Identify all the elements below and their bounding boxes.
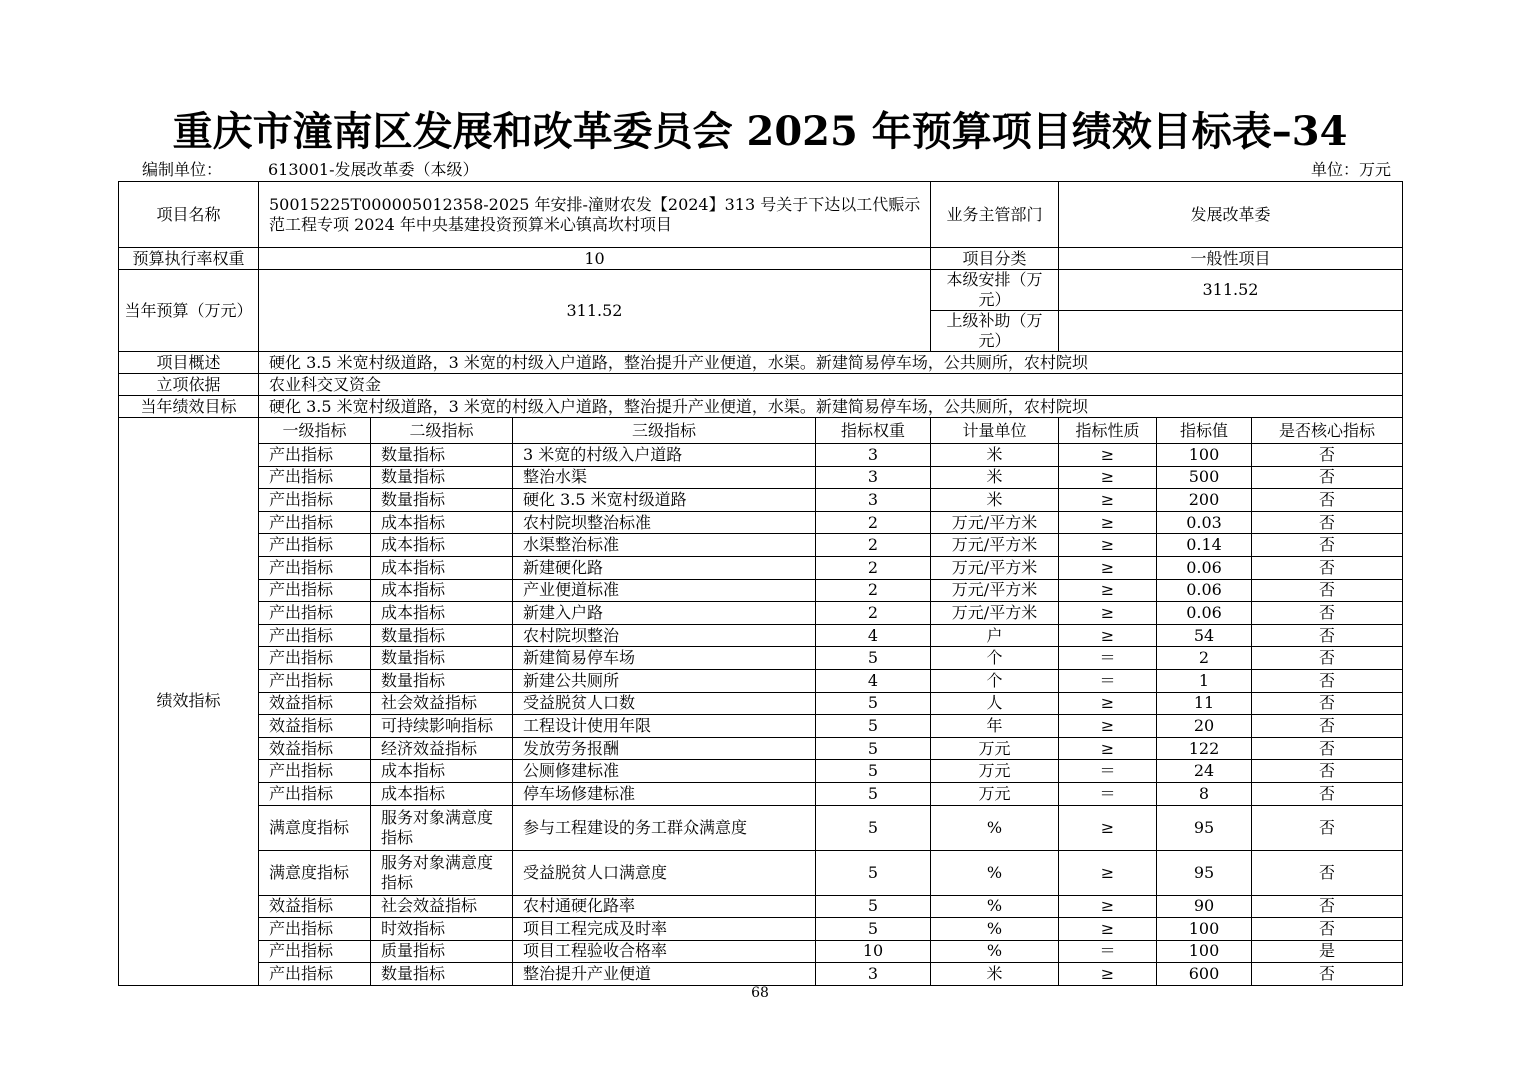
table-cell: 否 <box>1252 511 1403 534</box>
table-cell: 人 <box>931 692 1059 715</box>
table-cell: 产出指标 <box>259 556 371 579</box>
table-cell: 产出指标 <box>259 918 371 941</box>
table-cell: ≥ <box>1059 511 1157 534</box>
table-row <box>119 489 1403 512</box>
table-cell: ≥ <box>1059 850 1157 895</box>
table-row <box>119 737 1403 760</box>
table-cell: 否 <box>1252 556 1403 579</box>
table-cell: ≥ <box>1059 624 1157 647</box>
page-number: 68 <box>751 985 769 1001</box>
table-cell: 时效指标 <box>371 918 513 941</box>
table-row <box>119 963 1403 986</box>
goal-value: 硬化 3.5 米宽村级道路，3 米宽的村级入户道路，整治提升产业便道，水渠。新建简易停车场，公共厕所，农村院坝 <box>259 396 1403 418</box>
category-label: 项目分类 <box>931 248 1059 270</box>
table-cell: 产出指标 <box>259 602 371 625</box>
column-header: 是否核心指标 <box>1252 418 1403 444</box>
table-cell: 否 <box>1252 602 1403 625</box>
table-cell: 万元/平方米 <box>931 556 1059 579</box>
table-cell: 产业便道标准 <box>513 579 816 602</box>
overview-value: 硬化 3.5 米宽村级道路，3 米宽的村级入户道路，整治提升产业便道，水渠。新建简易停车场，公共厕所，农村院坝 <box>259 352 1403 374</box>
table-cell: 停车场修建标准 <box>513 782 816 805</box>
table-cell: 效益指标 <box>259 895 371 918</box>
table-cell: 年 <box>931 715 1059 738</box>
table-cell: 满意度指标 <box>259 805 371 850</box>
table-cell: 产出指标 <box>259 534 371 557</box>
table-cell: 整治水渠 <box>513 466 816 489</box>
table-cell: 新建入户路 <box>513 602 816 625</box>
table-cell: 5 <box>816 850 931 895</box>
table-row <box>119 760 1403 783</box>
table-cell: 2 <box>816 556 931 579</box>
table-cell: 5 <box>816 715 931 738</box>
table-cell: 0.06 <box>1157 556 1252 579</box>
table-cell: 8 <box>1157 782 1252 805</box>
table-cell: 数量指标 <box>371 489 513 512</box>
table-cell: 3 <box>816 444 931 467</box>
weight-label: 预算执行率权重 <box>119 248 259 270</box>
table-cell: 200 <box>1157 489 1252 512</box>
table-cell: 否 <box>1252 895 1403 918</box>
table-cell: 成本指标 <box>371 511 513 534</box>
table-cell: 0.06 <box>1157 602 1252 625</box>
table-cell: ≥ <box>1059 489 1157 512</box>
overview-label: 项目概述 <box>119 352 259 374</box>
table-cell: 成本指标 <box>371 760 513 783</box>
table-cell: 产出指标 <box>259 489 371 512</box>
table-cell: 54 <box>1157 624 1252 647</box>
table-cell: 社会效益指标 <box>371 895 513 918</box>
column-header: 指标性质 <box>1059 418 1157 444</box>
table-cell: 3 米宽的村级入户道路 <box>513 444 816 467</box>
table-cell: 5 <box>816 760 931 783</box>
table-row <box>119 579 1403 602</box>
table-row <box>119 715 1403 738</box>
upper-label: 上级补助（万元） <box>931 311 1059 352</box>
indicators-label: 绩效指标 <box>119 418 259 986</box>
performance-table <box>118 181 1403 986</box>
table-cell: ＝ <box>1059 782 1157 805</box>
table-row <box>119 918 1403 941</box>
table-cell: 经济效益指标 <box>371 737 513 760</box>
table-cell: ＝ <box>1059 647 1157 670</box>
upper-value <box>1059 311 1403 352</box>
table-cell: 4 <box>816 669 931 692</box>
basis-label: 立项依据 <box>119 374 259 396</box>
column-header: 二级指标 <box>371 418 513 444</box>
table-row <box>119 782 1403 805</box>
table-cell: 20 <box>1157 715 1252 738</box>
table-cell: 户 <box>931 624 1059 647</box>
table-cell: 数量指标 <box>371 647 513 670</box>
table-cell: ≥ <box>1059 715 1157 738</box>
table-cell: 122 <box>1157 737 1252 760</box>
table-row <box>119 534 1403 557</box>
table-cell: 否 <box>1252 669 1403 692</box>
table-row <box>119 602 1403 625</box>
local-value: 311.52 <box>1059 270 1403 311</box>
column-header: 三级指标 <box>513 418 816 444</box>
table-cell: 3 <box>816 963 931 986</box>
table-cell: ≥ <box>1059 602 1157 625</box>
table-cell: % <box>931 940 1059 963</box>
table-cell: 万元/平方米 <box>931 534 1059 557</box>
table-cell: 产出指标 <box>259 579 371 602</box>
table-cell: 否 <box>1252 963 1403 986</box>
table-cell: 成本指标 <box>371 534 513 557</box>
table-cell: 100 <box>1157 918 1252 941</box>
table-cell: 否 <box>1252 737 1403 760</box>
table-cell: 5 <box>816 647 931 670</box>
table-cell: 万元/平方米 <box>931 511 1059 534</box>
table-cell: 否 <box>1252 444 1403 467</box>
table-cell: 产出指标 <box>259 760 371 783</box>
table-cell: ≥ <box>1059 963 1157 986</box>
table-cell: 受益脱贫人口满意度 <box>513 850 816 895</box>
column-header: 指标值 <box>1157 418 1252 444</box>
table-cell: ≥ <box>1059 692 1157 715</box>
table-cell: 新建硬化路 <box>513 556 816 579</box>
table-cell: 否 <box>1252 624 1403 647</box>
table-cell: 否 <box>1252 489 1403 512</box>
table-cell: 否 <box>1252 782 1403 805</box>
table-row <box>119 692 1403 715</box>
table-cell: 成本指标 <box>371 556 513 579</box>
page-title: 重庆市潼南区发展和改革委员会 2025 年预算项目绩效目标表–34 <box>172 108 1348 155</box>
table-cell: ≥ <box>1059 805 1157 850</box>
table-cell: 米 <box>931 489 1059 512</box>
table-cell: 否 <box>1252 760 1403 783</box>
table-cell: 万元/平方米 <box>931 579 1059 602</box>
table-cell: 新建公共厕所 <box>513 669 816 692</box>
table-cell: 受益脱贫人口数 <box>513 692 816 715</box>
table-cell: ≥ <box>1059 737 1157 760</box>
table-cell: 农村院坝整治标准 <box>513 511 816 534</box>
table-cell: ≥ <box>1059 534 1157 557</box>
table-cell: 4 <box>816 624 931 647</box>
table-cell: 项目工程完成及时率 <box>513 918 816 941</box>
table-cell: 5 <box>816 737 931 760</box>
table-cell: 5 <box>816 895 931 918</box>
table-cell: 万元 <box>931 782 1059 805</box>
table-cell: 否 <box>1252 715 1403 738</box>
table-cell: 万元/平方米 <box>931 602 1059 625</box>
table-cell: 100 <box>1157 444 1252 467</box>
table-cell: 5 <box>816 805 931 850</box>
table-cell: 3 <box>816 489 931 512</box>
table-cell: 1 <box>1157 669 1252 692</box>
column-header: 一级指标 <box>259 418 371 444</box>
table-cell: 产出指标 <box>259 444 371 467</box>
table-cell: ＝ <box>1059 669 1157 692</box>
table-cell: 2 <box>816 602 931 625</box>
table-cell: % <box>931 895 1059 918</box>
table-cell: 5 <box>816 782 931 805</box>
table-cell: 米 <box>931 963 1059 986</box>
table-cell: ≥ <box>1059 895 1157 918</box>
table-row <box>119 556 1403 579</box>
table-cell: ≥ <box>1059 556 1157 579</box>
table-cell: 95 <box>1157 805 1252 850</box>
table-cell: 服务对象满意度指标 <box>371 850 513 895</box>
table-cell: 个 <box>931 647 1059 670</box>
table-row <box>119 444 1403 467</box>
table-cell: 米 <box>931 444 1059 467</box>
table-cell: 0.06 <box>1157 579 1252 602</box>
table-cell: 效益指标 <box>259 737 371 760</box>
table-cell: 否 <box>1252 466 1403 489</box>
table-cell: % <box>931 805 1059 850</box>
weight-value: 10 <box>259 248 931 270</box>
table-cell: ≥ <box>1059 444 1157 467</box>
table-cell: 整治提升产业便道 <box>513 963 816 986</box>
table-cell: 产出指标 <box>259 963 371 986</box>
table-cell: 工程设计使用年限 <box>513 715 816 738</box>
local-label: 本级安排（万元） <box>931 270 1059 311</box>
table-cell: % <box>931 850 1059 895</box>
table-cell: 产出指标 <box>259 466 371 489</box>
table-cell: 数量指标 <box>371 444 513 467</box>
table-row <box>119 647 1403 670</box>
table-cell: ＝ <box>1059 760 1157 783</box>
dept-label: 业务主管部门 <box>931 182 1059 248</box>
table-cell: 5 <box>816 692 931 715</box>
table-cell: 24 <box>1157 760 1252 783</box>
goal-label: 当年绩效目标 <box>119 396 259 418</box>
table-row <box>119 850 1403 895</box>
table-cell: 效益指标 <box>259 692 371 715</box>
table-cell: 质量指标 <box>371 940 513 963</box>
table-cell: 成本指标 <box>371 602 513 625</box>
table-cell: 否 <box>1252 850 1403 895</box>
table-cell: 硬化 3.5 米宽村级道路 <box>513 489 816 512</box>
table-cell: 10 <box>816 940 931 963</box>
table-cell: 3 <box>816 466 931 489</box>
table-cell: 水渠整治标准 <box>513 534 816 557</box>
compiling-unit-label: 编制单位： <box>142 160 223 179</box>
table-cell: 米 <box>931 466 1059 489</box>
table-cell: 95 <box>1157 850 1252 895</box>
table-cell: 万元 <box>931 737 1059 760</box>
table-cell: 可持续影响指标 <box>371 715 513 738</box>
table-cell: 效益指标 <box>259 715 371 738</box>
table-cell: 否 <box>1252 647 1403 670</box>
table-cell: 公厕修建标准 <box>513 760 816 783</box>
table-cell: 个 <box>931 669 1059 692</box>
table-cell: 数量指标 <box>371 624 513 647</box>
table-cell: 新建简易停车场 <box>513 647 816 670</box>
table-cell: 2 <box>816 534 931 557</box>
table-cell: 2 <box>1157 647 1252 670</box>
table-cell: 产出指标 <box>259 624 371 647</box>
table-cell: 5 <box>816 918 931 941</box>
table-cell: ≥ <box>1059 466 1157 489</box>
table-cell: 600 <box>1157 963 1252 986</box>
table-row <box>119 511 1403 534</box>
table-cell: 发放劳务报酬 <box>513 737 816 760</box>
table-row <box>119 624 1403 647</box>
table-cell: 社会效益指标 <box>371 692 513 715</box>
table-cell: 项目工程验收合格率 <box>513 940 816 963</box>
table-cell: 服务对象满意度指标 <box>371 805 513 850</box>
table-cell: 农村院坝整治 <box>513 624 816 647</box>
budget-value: 311.52 <box>259 270 931 352</box>
table-cell: % <box>931 918 1059 941</box>
table-row <box>119 895 1403 918</box>
table-cell: 否 <box>1252 579 1403 602</box>
table-cell: 2 <box>816 579 931 602</box>
table-cell: 成本指标 <box>371 782 513 805</box>
dept-value: 发展改革委 <box>1059 182 1403 248</box>
table-cell: 产出指标 <box>259 940 371 963</box>
basis-value: 农业科交叉资金 <box>259 374 1403 396</box>
table-cell: 数量指标 <box>371 466 513 489</box>
table-cell: 否 <box>1252 692 1403 715</box>
table-cell: 否 <box>1252 534 1403 557</box>
currency-unit: 单位：万元 <box>1310 160 1391 179</box>
table-cell: 数量指标 <box>371 963 513 986</box>
table-row <box>119 940 1403 963</box>
table-row <box>119 669 1403 692</box>
table-cell: ≥ <box>1059 918 1157 941</box>
table-cell: 0.03 <box>1157 511 1252 534</box>
table-cell: 数量指标 <box>371 669 513 692</box>
table-cell: 参与工程建设的务工群众满意度 <box>513 805 816 850</box>
budget-label: 当年预算（万元） <box>119 270 259 352</box>
project-name-label: 项目名称 <box>119 182 259 248</box>
table-cell: 11 <box>1157 692 1252 715</box>
table-cell: 万元 <box>931 760 1059 783</box>
table-cell: 产出指标 <box>259 782 371 805</box>
table-row <box>119 805 1403 850</box>
table-cell: 500 <box>1157 466 1252 489</box>
project-name: 50015225T000005012358-2025 年安排-潼财农发【2024】313 号关于下达以工代赈示范工程专项 2024 年中央基建投资预算米心镇高坎村项目 <box>259 182 931 248</box>
compiling-unit-value: 613001-发展改革委（本级） <box>268 160 479 179</box>
table-cell: 否 <box>1252 805 1403 850</box>
table-cell: 产出指标 <box>259 647 371 670</box>
category-value: 一般性项目 <box>1059 248 1403 270</box>
column-header: 指标权重 <box>816 418 931 444</box>
table-cell: 0.14 <box>1157 534 1252 557</box>
table-cell: 是 <box>1252 940 1403 963</box>
table-cell: 100 <box>1157 940 1252 963</box>
table-cell: 产出指标 <box>259 669 371 692</box>
table-cell: 否 <box>1252 918 1403 941</box>
table-row <box>119 466 1403 489</box>
table-cell: ＝ <box>1059 940 1157 963</box>
table-cell: ≥ <box>1059 579 1157 602</box>
table-cell: 成本指标 <box>371 579 513 602</box>
table-cell: 满意度指标 <box>259 850 371 895</box>
table-cell: 农村通硬化路率 <box>513 895 816 918</box>
table-cell: 产出指标 <box>259 511 371 534</box>
table-cell: 90 <box>1157 895 1252 918</box>
column-header: 计量单位 <box>931 418 1059 444</box>
table-cell: 2 <box>816 511 931 534</box>
